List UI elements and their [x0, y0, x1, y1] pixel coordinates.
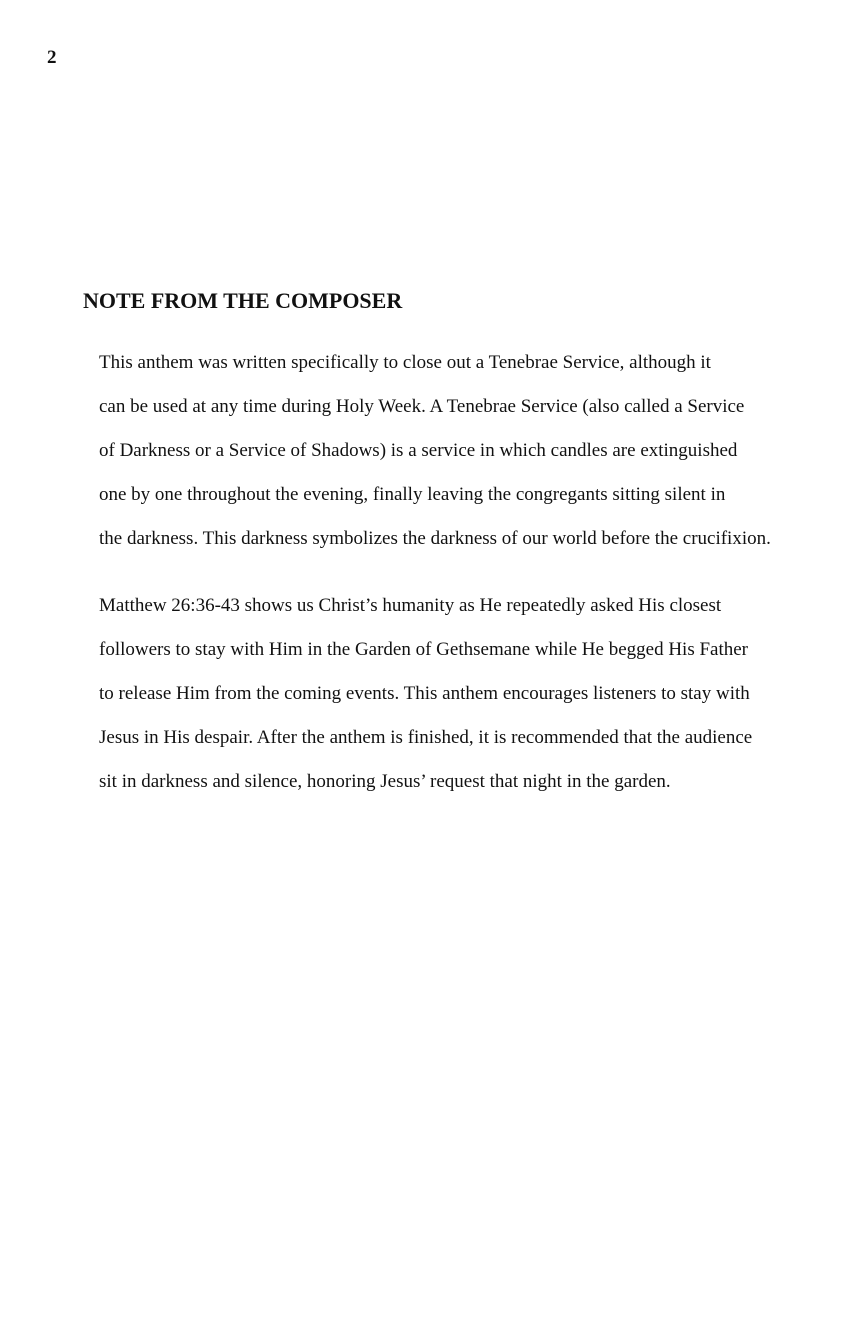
paragraph-tenebrae [99, 341, 839, 561]
paragraph-line: Matthew 26:36-43 shows us Christ’s humanity as He repeatedly asked His closest [99, 595, 722, 616]
paragraph-line: to release Him from the coming events. This anthem encourages listeners to stay with [99, 683, 750, 704]
paragraph-line: Jesus in His despair. After the anthem is finished, it is recommended that the audience [99, 727, 753, 748]
paragraph-line: followers to stay with Him in the Garden of Gethsemane while He begged His Father [99, 639, 749, 660]
paragraph-line: one by one throughout the evening, finally leaving the congregants sitting silent in [99, 484, 726, 505]
paragraph-line: This anthem was written specifically to close out a Tenebrae Service, although it [99, 352, 711, 373]
section-heading: NOTE FROM THE COMPOSER [83, 288, 403, 313]
paragraph-line: of Darkness or a Service of Shadows) is a service in which candles are extinguished [99, 440, 738, 461]
paragraph-line: the darkness. This darkness symbolizes the darkness of our world before the crucifixion. [99, 528, 771, 549]
paragraph-line: sit in darkness and silence, honoring Jesus’ request that night in the garden. [99, 771, 671, 792]
paragraph-line: can be used at any time during Holy Week. A Tenebrae Service (also called a Service [99, 396, 745, 417]
paragraph-gethsemane [99, 584, 839, 804]
page-number: 2 [47, 47, 57, 68]
